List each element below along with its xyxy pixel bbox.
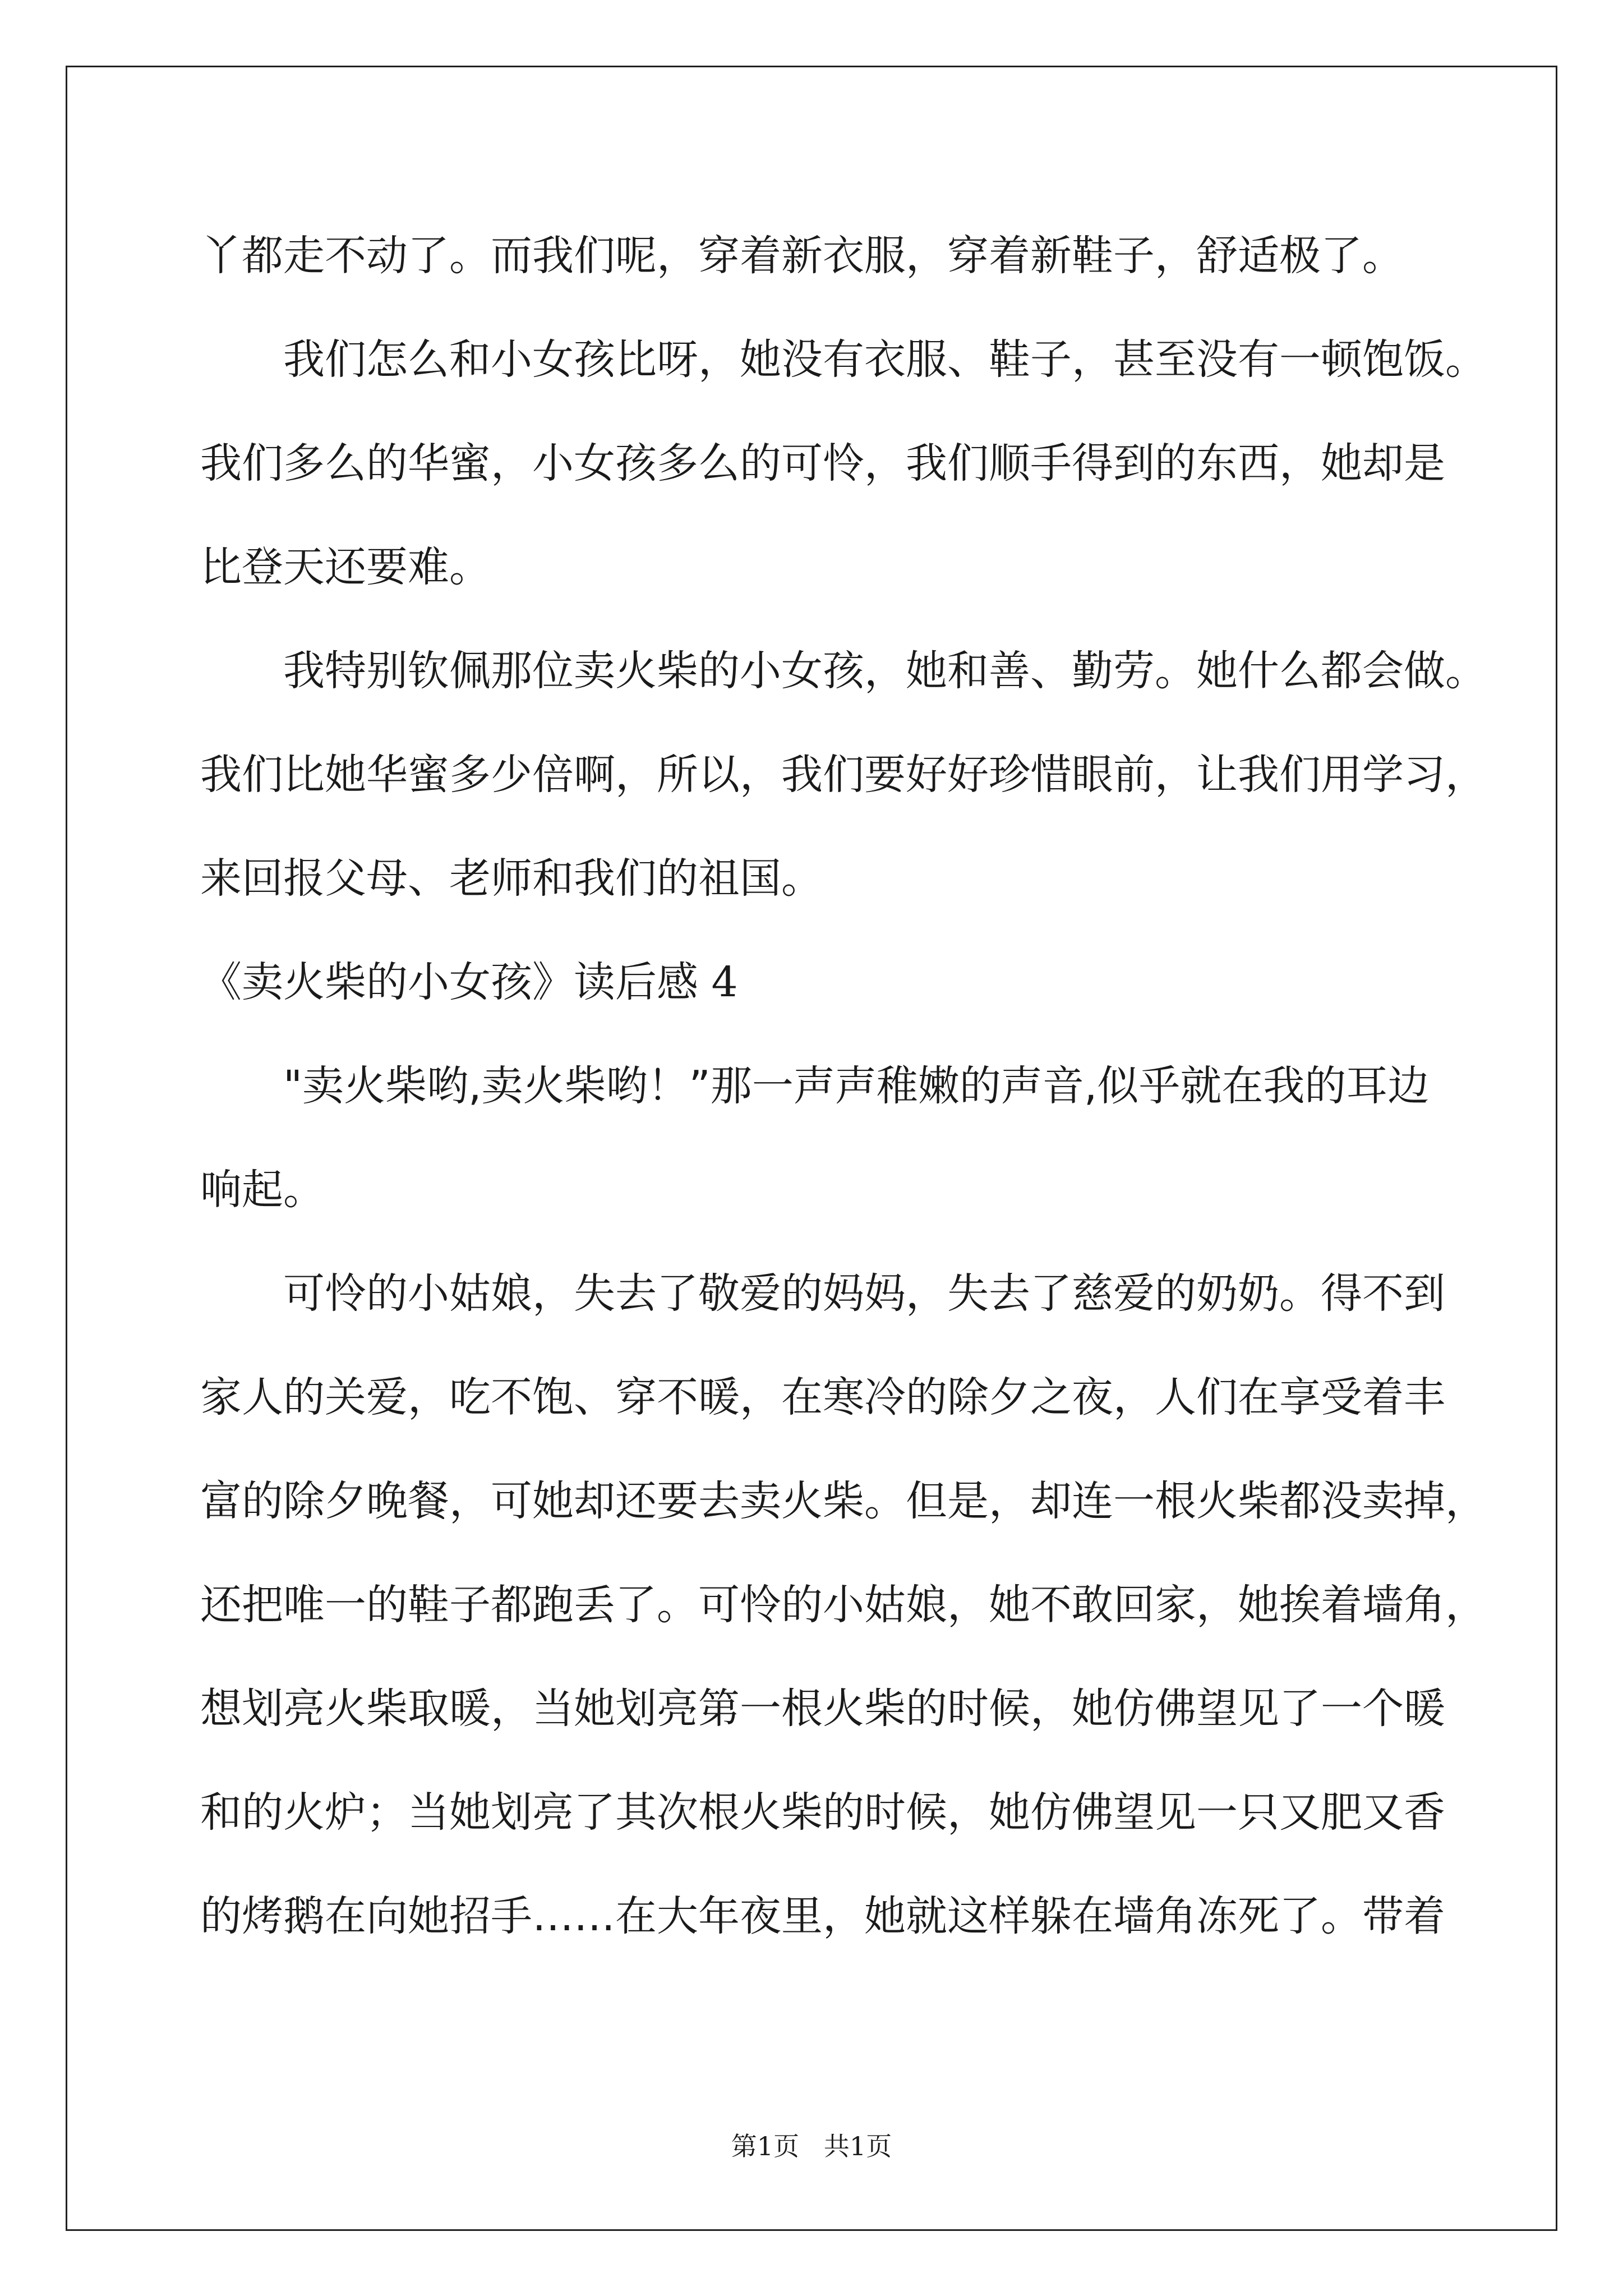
paragraph-line: 响起。 [200,1166,325,1214]
paragraph-line: 富的除夕晚餐，可她却还要去卖火柴。但是，却连一根火柴都没卖掉， [200,1477,1487,1525]
page-footer: 第1页 共1页 [731,2131,892,2161]
section-heading: 《卖火柴的小女孩》读后感 4 [200,958,738,1006]
paragraph-line: 的烤鹅在向她招手……在大年夜里，她就这样躲在墙角冻死了。带着 [200,1892,1445,1940]
paragraph-line: 我们多么的华蜜，小女孩多么的可怜，我们顺手得到的东西，她却是 [200,439,1445,487]
paragraph-line: 家人的关爱，吃不饱、穿不暖，在寒冷的除夕之夜，人们在享受着丰 [200,1373,1445,1421]
paragraph-line: 想划亮火柴取暖，当她划亮第一根火柴的时候，她仿佛望见了一个暖 [200,1685,1445,1733]
paragraph-line: 可怜的小姑娘，失去了敬爱的妈妈，失去了慈爱的奶奶。得不到 [283,1269,1445,1318]
paragraph-line: 丫都走不动了。而我们呢，穿着新衣服，穿着新鞋子，舒适极了。 [200,232,1404,280]
paragraph-line: 来回报父母、老师和我们的祖国。 [200,854,823,903]
paragraph-line: 和的火炉；当她划亮了其次根火柴的时候，她仿佛望见一只又肥又香 [200,1788,1445,1837]
paragraph-line: 我们怎么和小女孩比呀，她没有衣服、鞋子，甚至没有一顿饱饭。 [283,335,1487,384]
paragraph-line: 我们比她华蜜多少倍啊，所以，我们要好好珍惜眼前，让我们用学习， [200,751,1487,799]
paragraph-line: 我特别钦佩那位卖火柴的小女孩，她和善、勤劳。她什么都会做。 [283,647,1487,695]
paragraph-line: "卖火柴哟,卖火柴哟！”那一声声稚嫩的声音,似乎就在我的耳边 [283,1062,1430,1110]
paragraph-line: 比登天还要难。 [200,543,491,591]
paragraph-line: 还把唯一的鞋子都跑丢了。可怜的小姑娘，她不敢回家，她挨着墙角， [200,1581,1487,1629]
